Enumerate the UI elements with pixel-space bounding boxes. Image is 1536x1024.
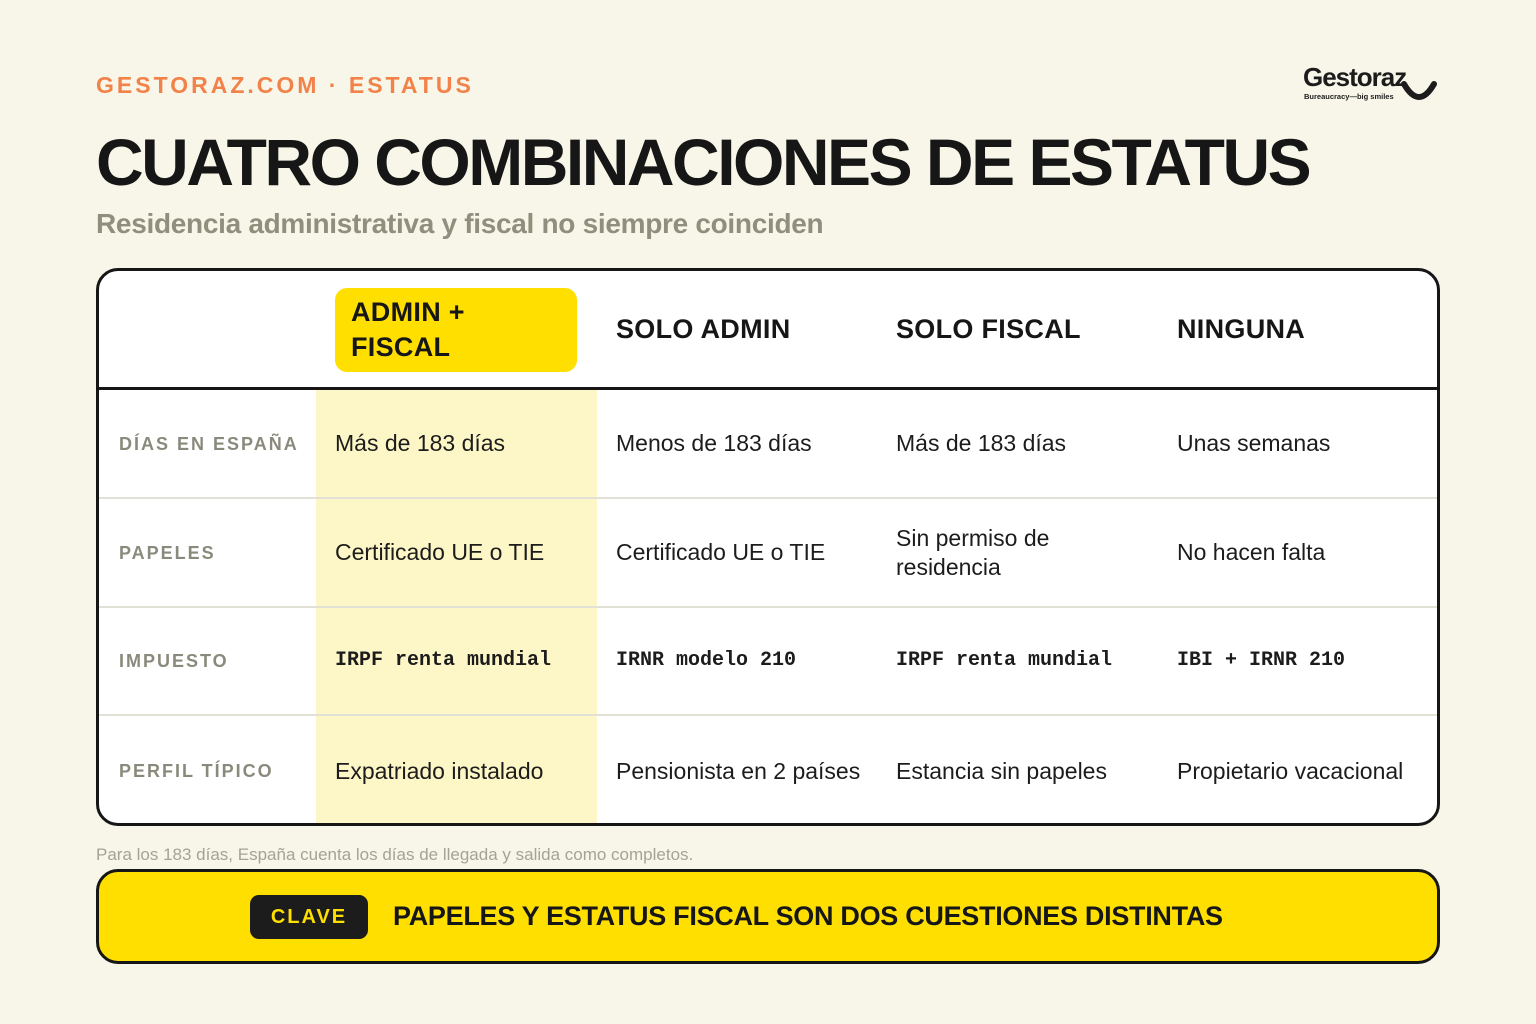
- column-header-admin-fiscal: ADMIN + FISCAL: [335, 288, 577, 372]
- key-banner: [96, 869, 1440, 964]
- column-header-solo-fiscal: SOLO FISCAL: [896, 313, 1081, 344]
- table-cell: Estancia sin papeles: [896, 757, 1107, 784]
- row-label: IMPUESTO: [119, 651, 229, 671]
- table-cell: Expatriado instalado: [335, 757, 544, 784]
- table-cell: Unas semanas: [1177, 430, 1331, 456]
- table-cell: No hacen falta: [1177, 539, 1326, 565]
- table-row: [99, 608, 1437, 716]
- table-cell: IBI + IRNR 210: [1177, 649, 1346, 672]
- table-row: [99, 716, 1437, 826]
- table-cell: Menos de 183 días: [616, 430, 812, 456]
- row-label: PAPELES: [119, 542, 216, 563]
- key-badge: CLAVE: [250, 895, 368, 939]
- table-cell: Pensionista en 2 países: [616, 757, 861, 784]
- footnote: Para los 183 días, España cuenta los días de llegada y salida como completos.: [96, 845, 694, 864]
- table-cell: Más de 183 días: [335, 430, 506, 456]
- column-header-ninguna: NINGUNA: [1177, 313, 1306, 344]
- table-row: [99, 390, 1437, 499]
- logo: [1300, 62, 1440, 106]
- smile-icon: [1400, 80, 1438, 106]
- table-header: [99, 271, 1437, 390]
- table-row: [99, 499, 1437, 608]
- table-cell: IRPF renta mundial: [335, 649, 552, 672]
- page-title: CUATRO COMBINACIONES DE ESTATUS: [96, 125, 1310, 199]
- key-message: PAPELES Y ESTATUS FISCAL SON DOS CUESTIONES DISTINTAS: [393, 901, 1223, 931]
- eyebrow: GESTORAZ.COM · ESTATUS: [96, 72, 474, 98]
- column-header-solo-admin: SOLO ADMIN: [616, 313, 791, 344]
- table-cell: Más de 183 días: [896, 430, 1067, 456]
- table-cell: IRPF renta mundial: [896, 649, 1113, 672]
- table-cell: Sin permiso de residencia: [896, 524, 1050, 580]
- page-subtitle: Residencia administrativa y fiscal no siempre coinciden: [96, 208, 824, 239]
- row-label: DÍAS EN ESPAÑA: [119, 433, 299, 454]
- status-table: [96, 268, 1440, 826]
- table-cell: Propietario vacacional: [1177, 757, 1404, 784]
- table-cell: IRNR modelo 210: [616, 649, 797, 672]
- table-cell: Certificado UE o TIE: [616, 539, 826, 565]
- row-label: PERFIL TÍPICO: [119, 761, 274, 781]
- table-cell: Certificado UE o TIE: [335, 539, 545, 565]
- logo-wordmark: Gestoraz: [1303, 62, 1407, 92]
- logo-tagline: Bureaucracy—big smiles: [1304, 92, 1394, 101]
